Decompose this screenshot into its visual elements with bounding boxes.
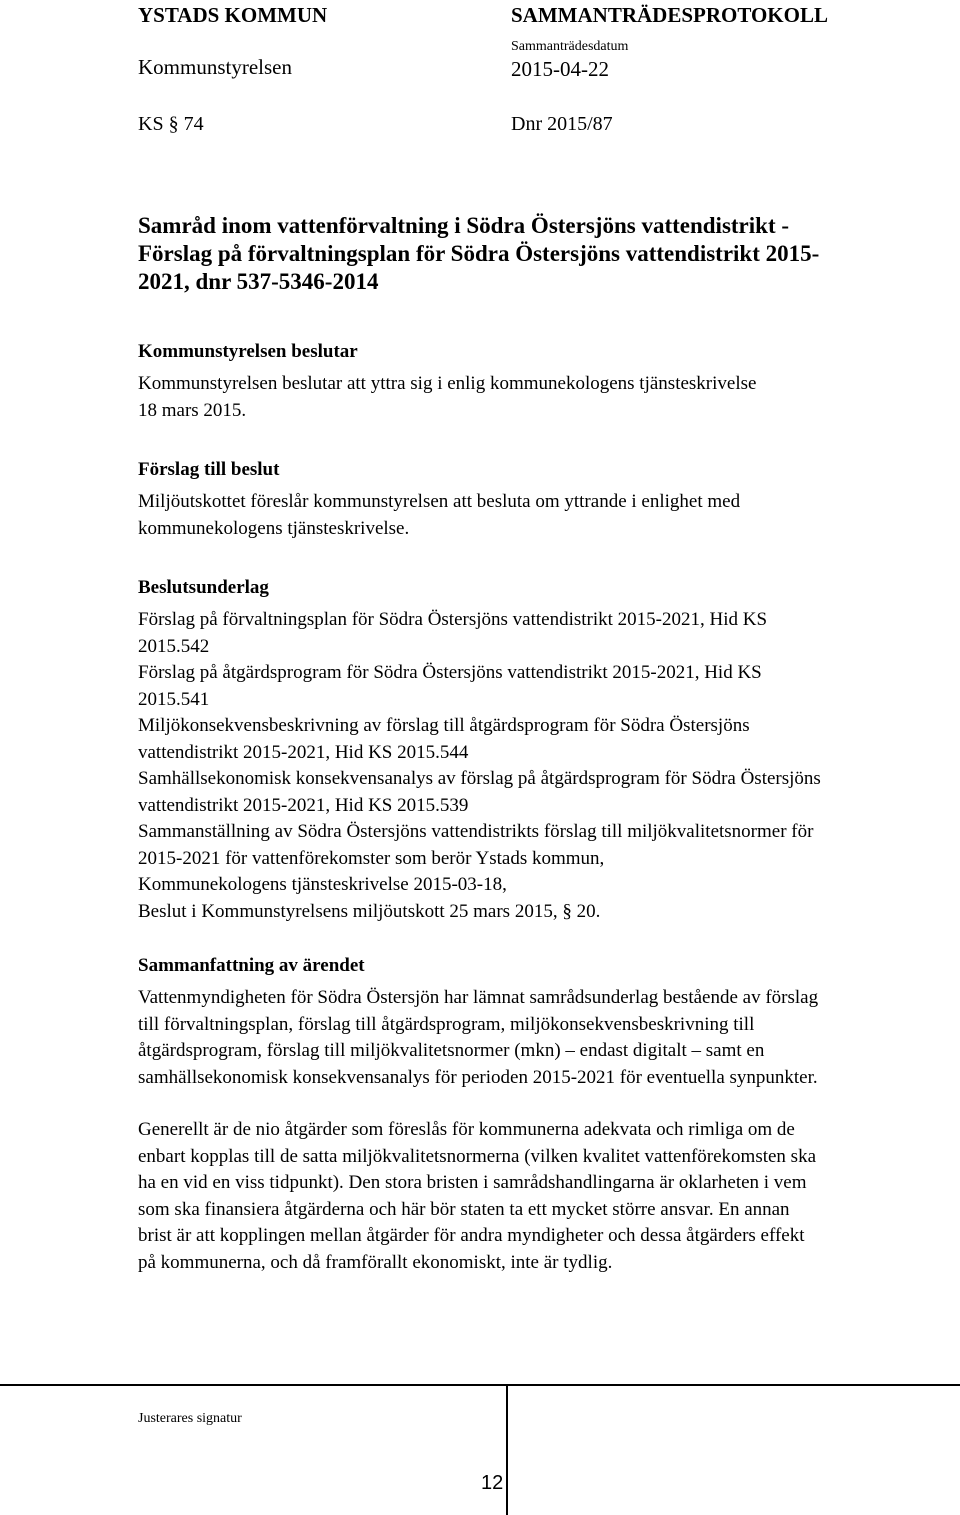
title-line: 2021, dnr 537-5346-2014 — [138, 269, 379, 294]
text-line: Vattenmyndigheten för Södra Östersjön har lämnat samrådsunderlag bestående av förslag — [138, 987, 819, 1008]
title-line: Förslag på förvaltningsplan för Södra Östersjöns vattendistrikt 2015- — [138, 241, 820, 266]
text-line: Förslag på förvaltningsplan för Södra Östersjöns vattendistrikt 2015-2021, Hid KS — [138, 609, 768, 630]
proposal-text — [138, 489, 740, 542]
text-line: 2015-2021 för vattenförekomster som berör Ystads kommun, — [138, 847, 605, 869]
signature-divider — [506, 1386, 508, 1515]
text-line: Miljökonsekvensbeskrivning av förslag till åtgärdsprogram för Södra Östersjöns — [138, 715, 750, 736]
text-line: Miljöutskottet föreslår kommunstyrelsen att besluta om yttrande i enlighet med — [138, 491, 741, 512]
page-number: 12 — [481, 1472, 504, 1494]
text-line: 2015.542 — [138, 635, 210, 657]
text-line: 18 mars 2015. — [138, 399, 247, 421]
committee-name: Kommunstyrelsen — [138, 55, 292, 79]
document-title — [138, 212, 819, 296]
summary-paragraph-1 — [138, 985, 818, 1091]
text-line: 2015.541 — [138, 688, 210, 710]
decision-heading: Kommunstyrelsen beslutar — [138, 341, 358, 362]
text-line: på kommunerna, och då framförallt ekonomiskt, inte är tydlig. — [138, 1251, 613, 1273]
summary-paragraph-2 — [138, 1117, 816, 1276]
text-line: Förslag på åtgärdsprogram för Södra Östersjöns vattendistrikt 2015-2021, Hid KS — [138, 662, 762, 683]
text-line: Generellt är de nio åtgärder som föreslås för kommunerna adekvata och rimliga om de — [138, 1119, 795, 1140]
proposal-heading: Förslag till beslut — [138, 459, 280, 480]
signature-label: Justerares signatur — [138, 1411, 242, 1426]
text-line: Samhällsekonomisk konsekvensanalys av förslag på åtgärdsprogram för Södra Östersjöns — [138, 768, 821, 789]
text-line: som ska finansiera åtgärderna och här bör staten ta ett mycket större ansvar. En annan — [138, 1198, 790, 1220]
decision-text — [138, 371, 756, 424]
text-line: till förvaltningsplan, förslag till åtgärdsprogram, miljökonsekvensbeskrivning till — [138, 1013, 755, 1035]
text-line: Beslut i Kommunstyrelsens miljöutskott 25 mars 2015, § 20. — [138, 900, 601, 922]
text-line: Kommunekologens tjänsteskrivelse 2015-03-18, — [138, 874, 507, 895]
org-name: YSTADS KOMMUN — [138, 3, 328, 27]
text-line: Sammanställning av Södra Östersjöns vattendistrikts förslag till miljökvalitetsnormer för — [138, 821, 814, 842]
basis-list — [138, 607, 821, 925]
text-line: enbart kopplas till de satta miljökvalitetsnormerna (vilken kvalitet vattenförekomsten ska — [138, 1145, 817, 1167]
text-line: kommunekologens tjänsteskrivelse. — [138, 517, 410, 539]
meeting-date: 2015-04-22 — [511, 57, 609, 81]
text-line: Kommunstyrelsen beslutar att yttra sig i enlig kommunekologens tjänsteskrivelse — [138, 373, 757, 394]
text-line: ha en vid en viss tidpunkt). Den stora bristen i samrådshandlingarna är oklarheten i vem — [138, 1172, 807, 1193]
doc-type: SAMMANTRÄDESPROTOKOLL — [511, 3, 828, 27]
diary-number: Dnr 2015/87 — [511, 113, 613, 135]
basis-heading: Beslutsunderlag — [138, 577, 269, 598]
text-line: samhällsekonomisk konsekvensanalys för perioden 2015-2021 för eventuella synpunkter. — [138, 1066, 818, 1088]
text-line: åtgärdsprogram, förslag till miljökvalitetsnormer (mkn) – endast digitalt – samt en — [138, 1040, 765, 1061]
date-label: Sammanträdesdatum — [511, 39, 629, 54]
text-line: vattendistrikt 2015-2021, Hid KS 2015.539 — [138, 794, 469, 816]
case-number: KS § 74 — [138, 113, 204, 135]
title-line: Samråd inom vattenförvaltning i Södra Östersjöns vattendistrikt - — [138, 213, 790, 238]
text-line: vattendistrikt 2015-2021, Hid KS 2015.544 — [138, 741, 469, 763]
footer-rule — [0, 1384, 960, 1386]
text-line: brist är att kopplingen mellan åtgärder för andra myndigheter och dessa åtgärders effekt — [138, 1225, 805, 1246]
summary-heading: Sammanfattning av ärendet — [138, 955, 365, 976]
